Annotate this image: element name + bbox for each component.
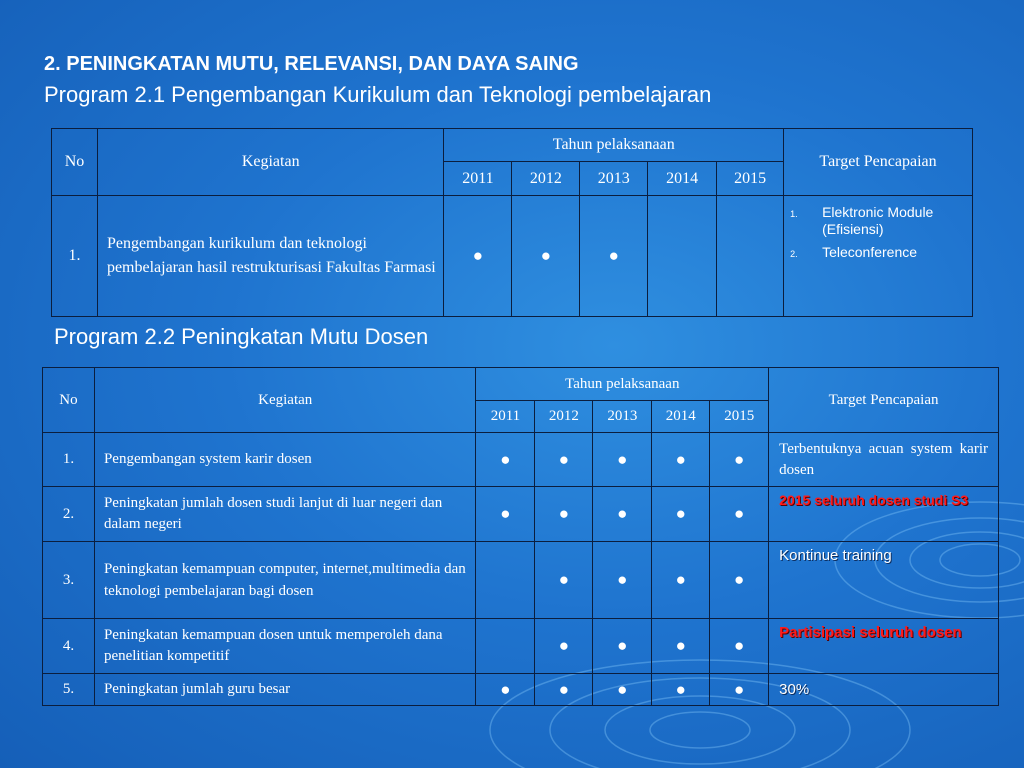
table-row bbox=[43, 487, 999, 542]
header-year: 2012 bbox=[512, 162, 580, 196]
table-row bbox=[43, 619, 999, 674]
list-item bbox=[790, 244, 972, 263]
year-mark: ● bbox=[476, 433, 535, 487]
year-mark: ● bbox=[710, 433, 769, 487]
list-number: 1. bbox=[790, 209, 798, 219]
header-kegiatan: Kegiatan bbox=[97, 129, 444, 196]
row-no: 3. bbox=[43, 542, 95, 619]
row-kegiatan: Peningkatan jumlah dosen studi lanjut di luar negeri dan dalam negeri bbox=[94, 487, 476, 542]
table-row bbox=[52, 196, 973, 317]
year-mark: ● bbox=[535, 487, 593, 542]
row-kegiatan: Peningkatan kemampuan computer, internet,multimedia dan teknologi pembelajaran bagi dosen bbox=[94, 542, 476, 619]
header-kegiatan: Kegiatan bbox=[94, 368, 476, 433]
row-kegiatan: Pengembangan system karir dosen bbox=[94, 433, 476, 487]
row-kegiatan: Peningkatan jumlah guru besar bbox=[94, 674, 476, 706]
program1-table bbox=[51, 128, 973, 317]
header-year: 2011 bbox=[476, 401, 535, 433]
year-mark bbox=[648, 196, 717, 317]
year-mark: ● bbox=[535, 433, 593, 487]
target-list bbox=[784, 204, 972, 263]
year-mark: ● bbox=[512, 196, 580, 317]
row-no: 1. bbox=[43, 433, 95, 487]
year-mark: ● bbox=[593, 433, 652, 487]
header-target: Target Pencapaian bbox=[784, 129, 973, 196]
year-mark: ● bbox=[476, 487, 535, 542]
year-mark: ● bbox=[710, 542, 769, 619]
list-text: Teleconference bbox=[822, 244, 918, 260]
header-no: No bbox=[52, 129, 98, 196]
year-mark: ● bbox=[535, 542, 593, 619]
table-row bbox=[43, 542, 999, 619]
year-mark: ● bbox=[593, 487, 652, 542]
row-kegiatan: Pengembangan kurikulum dan teknologi pembelajaran hasil restrukturisasi Fakultas Farmasi bbox=[97, 196, 444, 317]
year-mark: ● bbox=[580, 196, 648, 317]
row-no: 2. bbox=[43, 487, 95, 542]
year-mark: ● bbox=[710, 674, 769, 706]
row-target: Partisipasi seluruh dosen bbox=[769, 619, 999, 674]
row-target bbox=[784, 196, 973, 317]
section-title: 2. PENINGKATAN MUTU, RELEVANSI, DAN DAYA SAING bbox=[44, 53, 579, 75]
year-mark: ● bbox=[535, 619, 593, 674]
program2-title: Program 2.2 Peningkatan Mutu Dosen bbox=[54, 324, 429, 349]
year-mark: ● bbox=[476, 674, 535, 706]
row-target: 2015 seluruh dosen studi S3 bbox=[769, 487, 999, 542]
header-tahun: Tahun pelaksanaan bbox=[444, 129, 784, 162]
year-mark: ● bbox=[593, 542, 652, 619]
header-year: 2015 bbox=[710, 401, 769, 433]
header-tahun: Tahun pelaksanaan bbox=[476, 368, 769, 401]
header-year: 2012 bbox=[535, 401, 593, 433]
list-text: Elektronic Module (Efisiensi) bbox=[822, 204, 934, 237]
header-no: No bbox=[43, 368, 95, 433]
header-year: 2014 bbox=[652, 401, 710, 433]
program2-table bbox=[42, 367, 999, 706]
year-mark: ● bbox=[535, 674, 593, 706]
year-mark: ● bbox=[652, 487, 710, 542]
header-year: 2015 bbox=[717, 162, 784, 196]
row-no: 1. bbox=[52, 196, 98, 317]
row-target: 30% bbox=[769, 674, 999, 706]
year-mark bbox=[476, 542, 535, 619]
year-mark: ● bbox=[710, 619, 769, 674]
header-year: 2011 bbox=[444, 162, 512, 196]
header-year: 2013 bbox=[580, 162, 648, 196]
year-mark: ● bbox=[652, 433, 710, 487]
year-mark: ● bbox=[710, 487, 769, 542]
row-kegiatan: Peningkatan kemampuan dosen untuk memperoleh dana penelitian kompetitif bbox=[94, 619, 476, 674]
header-year: 2014 bbox=[648, 162, 717, 196]
list-number: 2. bbox=[790, 249, 798, 259]
year-mark: ● bbox=[652, 619, 710, 674]
year-mark bbox=[476, 619, 535, 674]
year-mark: ● bbox=[652, 674, 710, 706]
year-mark: ● bbox=[593, 619, 652, 674]
table-row bbox=[43, 433, 999, 487]
year-mark bbox=[717, 196, 784, 317]
year-mark: ● bbox=[652, 542, 710, 619]
year-mark: ● bbox=[444, 196, 512, 317]
year-mark: ● bbox=[593, 674, 652, 706]
program1-title: Program 2.1 Pengembangan Kurikulum dan Teknologi pembelajaran bbox=[44, 82, 712, 107]
row-no: 5. bbox=[43, 674, 95, 706]
table-row bbox=[43, 674, 999, 706]
row-target: Kontinue training bbox=[769, 542, 999, 619]
list-item bbox=[790, 204, 972, 238]
row-no: 4. bbox=[43, 619, 95, 674]
row-target: Terbentuknya acuan system karir dosen bbox=[769, 433, 999, 487]
header-year: 2013 bbox=[593, 401, 652, 433]
header-target: Target Pencapaian bbox=[769, 368, 999, 433]
